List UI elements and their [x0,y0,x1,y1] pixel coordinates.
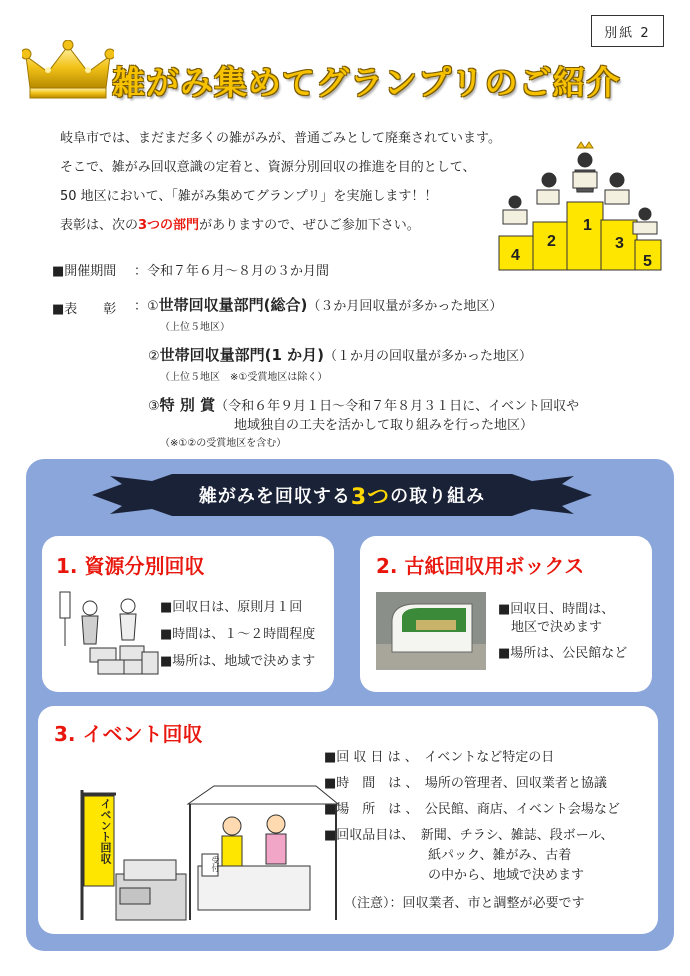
reception-sign: 受付 [211,856,220,872]
people-recycling-illustration [50,586,160,682]
event-booth-illustration [72,780,342,930]
award1-num: ：① [134,299,159,314]
banner-title: 雑がみを回収する 3つ の取り組み [92,474,592,516]
crown-icon [22,40,114,102]
highlight-three-categories: 3つの部門 [138,218,200,233]
intro-line-3: 50 地区において、「雑がみ集めてグランプリ」を実施します！！ [60,189,438,204]
rank-1: 1 [583,217,592,234]
intro-text [60,124,501,240]
card3-note: （注意）：回収業者、市と調整が必要です [344,896,585,911]
card2-item-1: ■回収日、時間は、 [498,602,615,617]
award3-title: 特 別 賞 [159,396,216,414]
event-flag-text: イベント回収 [99,798,112,864]
rank-2: 2 [547,233,556,250]
card3-item-2: ■時 間 は 、 場所の管理者、回収業者と協議 [324,776,607,791]
award2-title: 世帯回収量部門(1 か月) [159,346,325,364]
award2-note: （上位５地区 ※①受賞地区は除く） [160,372,328,383]
banner-highlight: 3つ [350,484,391,510]
page-title: 雑がみ集めてグランプリのご紹介 [112,63,621,102]
card3-title: 3. イベント回収 [54,722,203,746]
award1-title: 世帯回収量部門(総合) [158,296,308,314]
card3-item-1: ■回 収 日 は 、 イベントなど特定の日 [324,750,555,765]
award3-note: （※①②の受賞地区を含む） [160,438,287,449]
intro-line-2: そこで、雑がみ回収意識の定着と、資源分別回収の推進を目的として、 [60,160,476,175]
card2-item-3: ■場所は、公民館など [498,646,628,661]
collection-box-photo [376,592,486,670]
award3-desc2: 地域独自の工夫を活かして取り組みを行った地区） [234,418,534,433]
card1-item-1: ■回収日は、原則月１回 [160,600,303,615]
rank-5: 5 [643,253,652,270]
award-label: ■表 彰 [52,302,117,317]
card-paper-box [360,536,652,692]
card3-item-4: ■回収品目は、 新聞、チラシ、雑誌、段ボール、 [324,828,614,843]
card-event-collection [38,706,658,934]
card3-item-6: の中から、地域で決めます [324,868,585,883]
award2-desc: （１か月の回収量が多かった地区） [324,349,533,364]
card1-item-2: ■時間は、１～２時間程度 [160,627,316,642]
award1-desc: （３か月回収量が多かった地区） [307,299,503,314]
card3-item-5: 紙パック、雑がみ、古着 [324,848,572,863]
card3-item-3: ■場 所 は 、 公民館、商店、イベント会場など [324,802,620,817]
intro-line-1: 岐阜市では、まだまだ多くの雑がみが、普通ごみとして廃棄されています。 [60,131,501,146]
podium-illustration [493,140,665,275]
award3-num: ③ [148,399,160,414]
rank-3: 3 [615,235,624,252]
period-label: ■開催期間 [52,264,117,279]
period-value: ：令和７年６月～８月の３か月間 [134,264,330,279]
card2-item-2: 地区で決めます [498,620,603,635]
rank-4: 4 [511,247,520,264]
attachment-tag: 別紙 2 [591,15,664,47]
award2-num: ② [148,349,160,364]
card-sorted-collection [42,536,334,692]
award1-note: （上位５地区） [160,322,230,333]
card2-title: 2. 古紙回収用ボックス [376,554,585,578]
card1-title: 1. 資源分別回収 [56,554,205,578]
card1-item-3: ■場所は、地域で決めます [160,654,316,669]
intro-line-4: 表彰は、次の3つの部門がありますので、ぜひご参加下さい。 [60,218,420,233]
award3-desc1: （令和６年９月１日～令和７年８月３１日に、イベント回収や [215,399,580,414]
